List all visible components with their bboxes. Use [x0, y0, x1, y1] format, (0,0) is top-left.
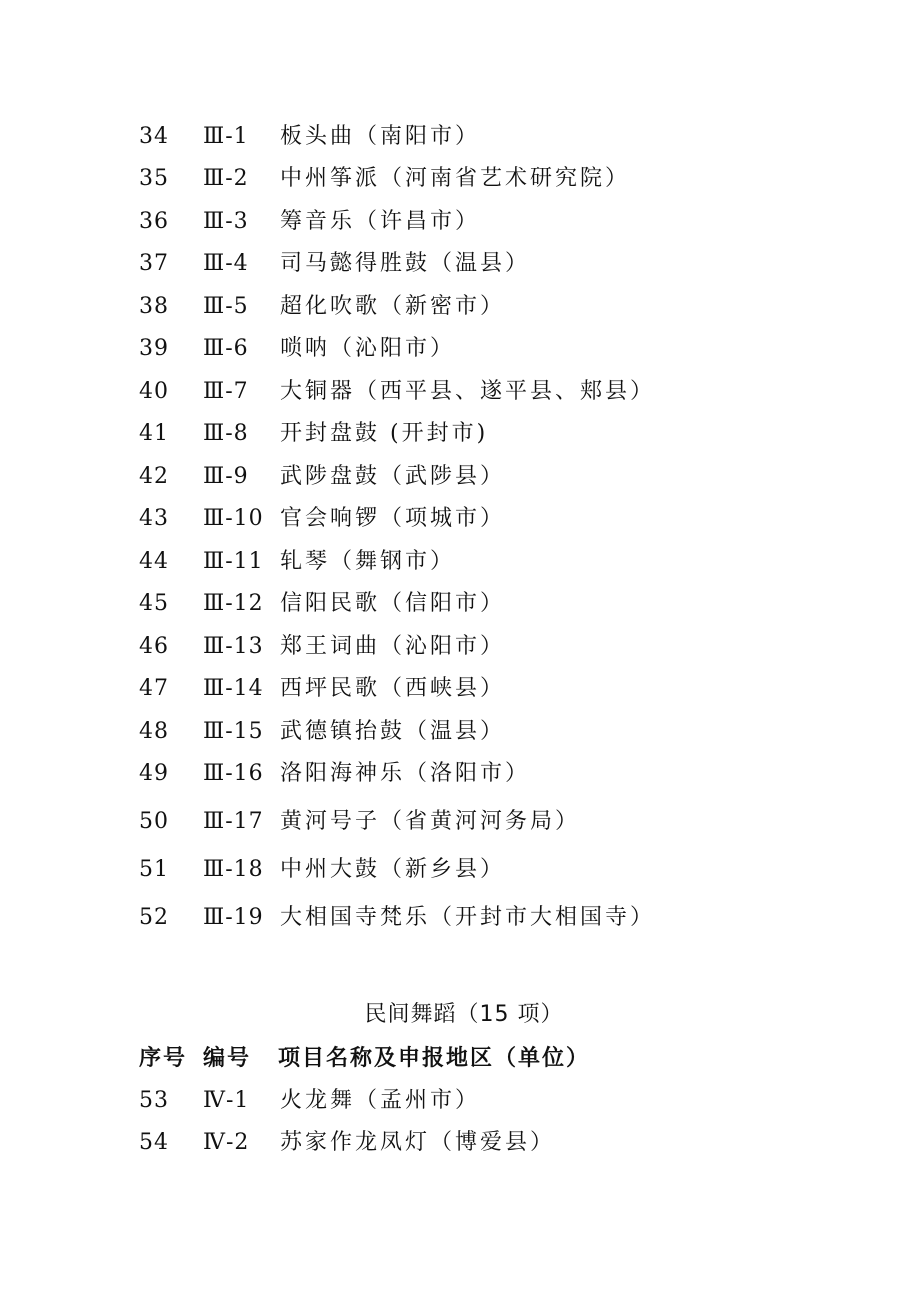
item-code: Ⅲ-15 — [203, 719, 264, 744]
item-number: 43 — [139, 506, 169, 531]
item-name: 苏家作龙凤灯（博爱县） — [280, 1130, 556, 1155]
item-code: Ⅲ-1 — [203, 124, 249, 149]
item-name: 官会响锣（项城市） — [280, 506, 506, 531]
item-code: Ⅲ-8 — [203, 421, 249, 446]
item-number: 42 — [139, 464, 169, 489]
item-code: Ⅲ-14 — [203, 676, 264, 701]
item-number: 50 — [139, 809, 169, 834]
item-name: 黄河号子（省黄河河务局） — [280, 809, 581, 834]
item-code: Ⅲ-9 — [203, 464, 249, 489]
item-code: Ⅲ-11 — [203, 549, 264, 574]
item-name: 火龙舞（孟州市） — [280, 1088, 481, 1113]
item-name: 司马懿得胜鼓（温县） — [280, 251, 531, 276]
item-number: 52 — [139, 905, 169, 930]
item-name: 武陟盘鼓（武陟县） — [280, 464, 506, 489]
item-number: 51 — [139, 857, 169, 882]
item-name: 洛阳海神乐（洛阳市） — [280, 761, 531, 786]
item-number: 49 — [139, 761, 169, 786]
header-name: 项目名称及申报地区（单位） — [278, 1045, 591, 1071]
item-number: 47 — [139, 676, 169, 701]
item-number: 41 — [139, 421, 169, 446]
item-number: 45 — [139, 591, 169, 616]
item-code: Ⅲ-10 — [203, 506, 264, 531]
item-number: 36 — [139, 209, 169, 234]
item-code: Ⅲ-5 — [203, 294, 249, 319]
item-code: Ⅲ-18 — [203, 857, 264, 882]
item-number: 34 — [139, 124, 169, 149]
item-name: 超化吹歌（新密市） — [280, 294, 506, 319]
item-number: 54 — [139, 1130, 169, 1155]
item-number: 48 — [139, 719, 169, 744]
item-number: 37 — [139, 251, 169, 276]
item-code: Ⅲ-16 — [203, 761, 264, 786]
item-name: 郑王词曲（沁阳市） — [280, 634, 506, 659]
item-name: 中州大鼓（新乡县） — [280, 857, 506, 882]
item-name: 西坪民歌（西峡县） — [280, 676, 506, 701]
item-name: 筹音乐（许昌市） — [280, 209, 481, 234]
item-number: 40 — [139, 379, 169, 404]
item-name: 中州筝派（河南省艺术研究院） — [280, 166, 631, 191]
item-name: 信阳民歌（信阳市） — [280, 591, 506, 616]
item-code: Ⅲ-7 — [203, 379, 249, 404]
section-title: 民间舞蹈（15 项） — [364, 1002, 564, 1027]
item-code: Ⅲ-2 — [203, 166, 249, 191]
item-code: Ⅲ-4 — [203, 251, 249, 276]
item-code: Ⅲ-3 — [203, 209, 249, 234]
header-number: 序号 — [139, 1045, 188, 1071]
item-number: 44 — [139, 549, 169, 574]
item-name: 板头曲（南阳市） — [280, 124, 481, 149]
item-code: Ⅲ-17 — [203, 809, 264, 834]
item-code: Ⅲ-19 — [203, 905, 264, 930]
item-name: 轧琴（舞钢市） — [280, 549, 456, 574]
item-name: 武德镇抬鼓（温县） — [280, 719, 506, 744]
header-code: 编号 — [203, 1045, 252, 1071]
item-number: 35 — [139, 166, 169, 191]
item-name: 唢呐（沁阳市） — [280, 336, 456, 361]
item-code: Ⅲ-13 — [203, 634, 264, 659]
item-code: Ⅳ-1 — [203, 1088, 250, 1113]
item-code: Ⅲ-12 — [203, 591, 264, 616]
item-name: 大相国寺梵乐（开封市大相国寺） — [280, 905, 656, 930]
item-name: 大铜器（西平县、遂平县、郏县） — [280, 379, 656, 404]
item-code: Ⅳ-2 — [203, 1130, 250, 1155]
item-number: 53 — [139, 1088, 169, 1113]
item-name: 开封盘鼓 (开封市) — [280, 421, 489, 446]
item-number: 39 — [139, 336, 169, 361]
item-number: 38 — [139, 294, 169, 319]
item-code: Ⅲ-6 — [203, 336, 249, 361]
item-number: 46 — [139, 634, 169, 659]
